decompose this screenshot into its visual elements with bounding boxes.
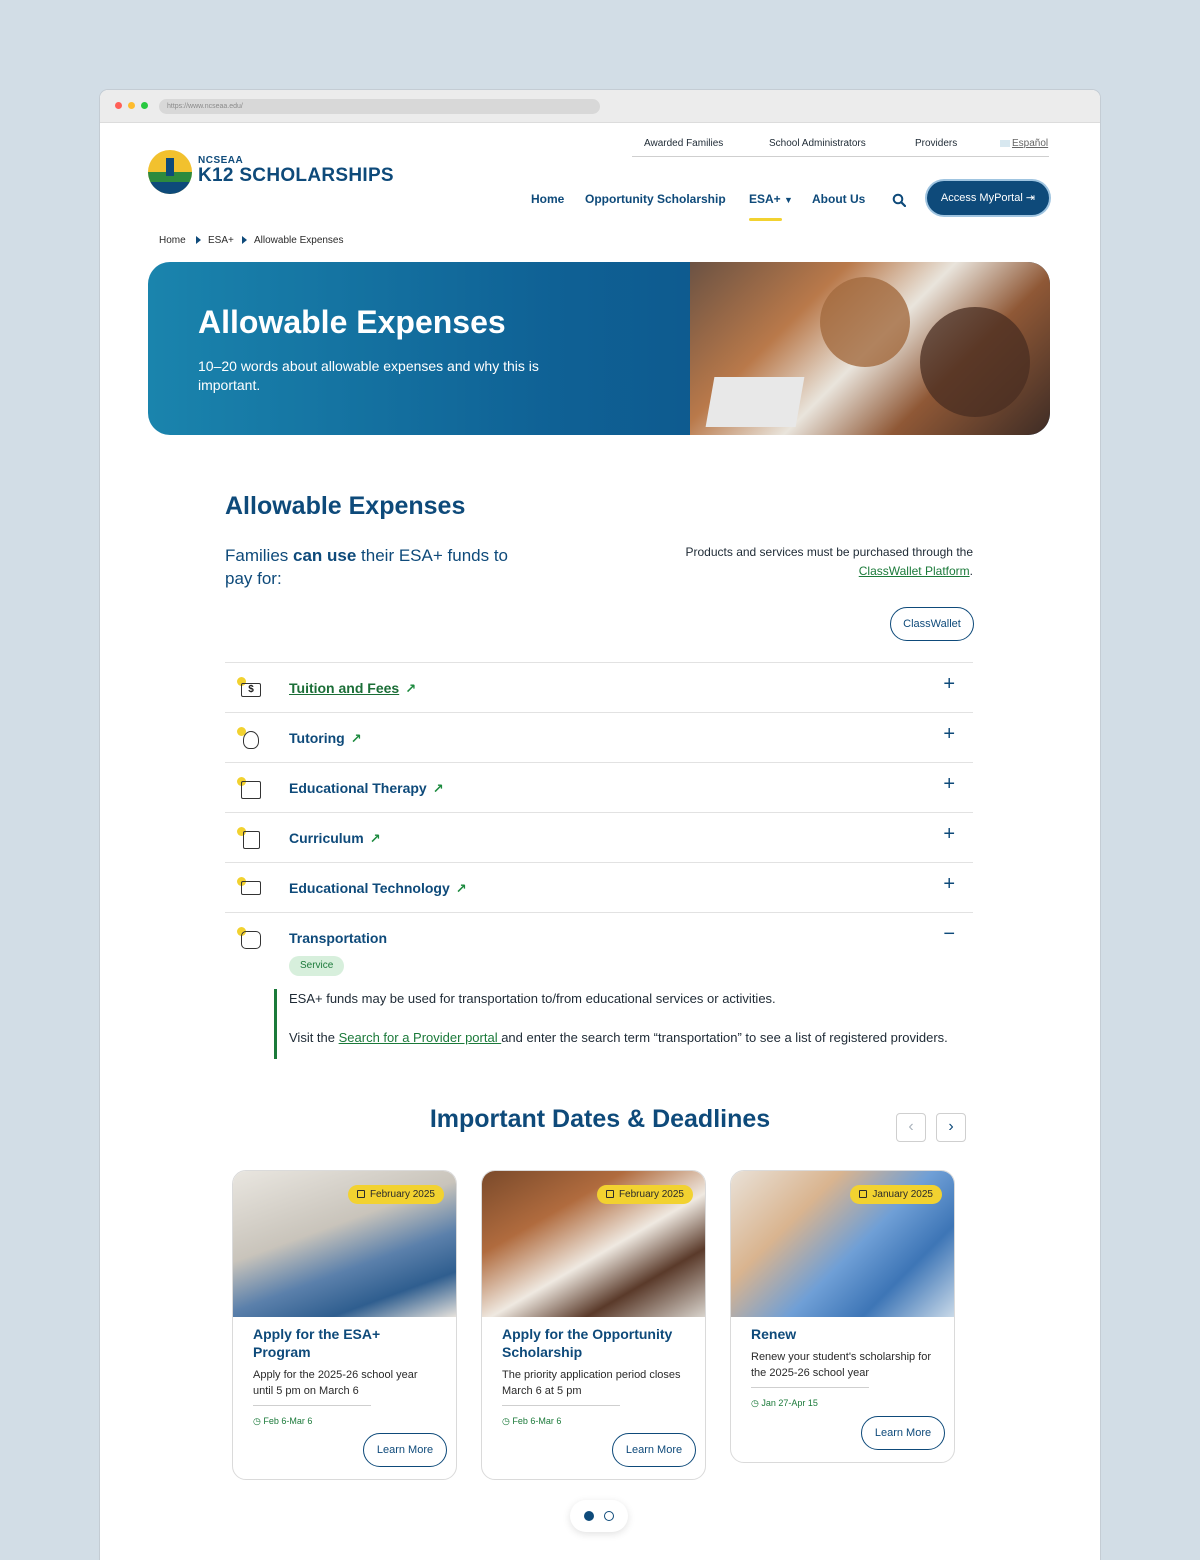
login-icon: ⇥	[1025, 192, 1036, 204]
laptop-icon	[237, 877, 263, 901]
transportation-text-2	[277, 1028, 974, 1047]
month-text: January 2025	[872, 1189, 933, 1200]
expand-icon[interactable]: +	[943, 673, 955, 695]
accordion-item-tuition[interactable]	[225, 662, 973, 712]
date-card	[730, 1170, 955, 1463]
utility-link-school-administrators[interactable]: School Administrators	[769, 138, 866, 149]
card-title: Apply for the Opportunity Scholarship	[502, 1326, 673, 1360]
external-link-icon: ↗	[369, 831, 381, 846]
accordion-label[interactable]	[289, 830, 381, 847]
hero-title: Allowable Expenses	[198, 304, 506, 340]
card-description: Renew your student's scholarship for the 2025-26 school year	[751, 1351, 932, 1379]
transportation-details	[274, 989, 974, 1059]
accordion-label[interactable]: Transportation	[289, 930, 388, 946]
utility-link-providers[interactable]: Providers	[915, 138, 958, 149]
browser-window	[100, 90, 1100, 1560]
month-text: February 2025	[618, 1189, 684, 1200]
accordion-label[interactable]	[289, 680, 416, 697]
hero-subtitle: 10–20 words about allowable expenses and why this is important.	[198, 358, 539, 393]
card-photo	[731, 1171, 954, 1317]
minimize-window-button[interactable]	[128, 102, 135, 109]
nav-esa[interactable]	[749, 192, 793, 206]
pagination-dot-active[interactable]	[584, 1511, 594, 1521]
date-range-text: Feb 6-Mar 6	[263, 1416, 313, 1426]
card-photo	[233, 1171, 456, 1317]
card-photo	[482, 1171, 705, 1317]
accordion-item-tutoring[interactable]	[225, 712, 973, 762]
accordion-item-educational-technology[interactable]	[225, 862, 973, 912]
para2-start: Visit the	[289, 1030, 339, 1045]
learn-more-button[interactable]: Learn More	[861, 1416, 945, 1450]
date-card	[232, 1170, 457, 1480]
breadcrumb-home[interactable]: Home	[159, 235, 186, 246]
learn-more-button[interactable]: Learn More	[363, 1433, 447, 1467]
carousel-next-button[interactable]: ›	[936, 1113, 966, 1142]
month-text: February 2025	[369, 1189, 435, 1200]
hero-banner	[148, 262, 1050, 435]
lead-text-1: Families	[225, 546, 294, 565]
external-link-icon: ↗	[455, 881, 467, 896]
expand-icon[interactable]: +	[943, 823, 955, 845]
calendar-icon	[357, 1190, 365, 1198]
breadcrumb-esa[interactable]: ESA+	[208, 235, 234, 246]
utility-link-awarded-families[interactable]: Awarded Families	[644, 138, 724, 149]
external-link-icon: ↗	[350, 731, 362, 746]
month-badge	[348, 1185, 444, 1204]
card-divider	[253, 1405, 371, 1406]
classwallet-platform-link[interactable]: ClassWallet Platform	[858, 564, 970, 578]
purchase-text: Products and services must be purchased through the	[685, 545, 973, 559]
pagination-dot[interactable]	[604, 1511, 614, 1521]
section-title: Allowable Expenses	[225, 492, 466, 520]
nav-home[interactable]: Home	[531, 192, 565, 206]
hero-photo-students	[690, 262, 1050, 435]
intro-lead	[225, 544, 535, 590]
lead-bold: can use	[293, 546, 357, 565]
accordion-label-text: Curriculum	[289, 830, 364, 846]
bus-icon	[237, 927, 263, 951]
accordion-item-curriculum[interactable]	[225, 812, 973, 862]
search-icon[interactable]	[892, 193, 906, 207]
service-badge: Service	[289, 956, 344, 976]
date-range-text: Feb 6-Mar 6	[512, 1416, 562, 1426]
accordion-label-text: Tuition and Fees	[289, 680, 400, 696]
card-title: Apply for the ESA+ Program	[253, 1326, 381, 1360]
nav-esa-label: ESA+	[749, 192, 781, 206]
expand-icon[interactable]: +	[943, 723, 955, 745]
card-divider	[751, 1387, 869, 1388]
search-provider-link[interactable]: Search for a Provider portal	[338, 1030, 502, 1045]
month-badge	[597, 1185, 693, 1204]
accordion-label-text: Tutoring	[289, 730, 345, 746]
carousel-pagination	[570, 1500, 628, 1532]
lead-text-2: their ESA+ funds to pay for:	[225, 546, 508, 588]
accordion-item-educational-therapy[interactable]	[225, 762, 973, 812]
card-description: The priority application period closes March 6 at 5 pm	[502, 1369, 681, 1397]
lighthouse-logo-icon	[148, 150, 192, 194]
classwallet-button[interactable]: ClassWallet	[890, 607, 974, 641]
purchase-end: .	[969, 564, 973, 578]
accordion-label-text: Educational Technology	[289, 880, 450, 896]
browser-chrome	[100, 90, 1100, 123]
month-badge	[850, 1185, 942, 1204]
access-myportal-button[interactable]	[927, 181, 1049, 215]
date-range-text: Jan 27-Apr 15	[761, 1398, 818, 1408]
address-bar[interactable]: https://www.ncseaa.edu/	[159, 99, 600, 114]
card-date-range	[253, 1416, 436, 1427]
abacus-icon	[237, 777, 263, 801]
purchase-note	[620, 543, 973, 581]
lightbulb-icon	[237, 727, 263, 751]
utility-link-espanol[interactable]: Español	[1012, 138, 1049, 149]
external-link-icon: ↗	[405, 681, 417, 696]
breadcrumb-arrow-icon	[242, 236, 247, 244]
active-nav-indicator	[749, 218, 782, 221]
card-description: Apply for the 2025-26 school year until 5 pm on March 6	[253, 1369, 418, 1397]
nav-about-us[interactable]: About Us	[812, 192, 866, 206]
close-window-button[interactable]	[115, 102, 122, 109]
clock-icon: ◷	[751, 1398, 759, 1408]
para2-end: and enter the search term “transportation” to see a list of registered providers.	[501, 1030, 948, 1045]
card-title: Renew	[751, 1326, 797, 1342]
accordion-label[interactable]	[289, 880, 467, 897]
book-icon	[237, 827, 263, 851]
carousel-prev-button[interactable]: ‹	[896, 1113, 926, 1142]
breadcrumb-arrow-icon	[196, 236, 201, 244]
nav-opportunity-scholarship[interactable]: Opportunity Scholarship	[585, 192, 726, 206]
utility-nav	[632, 133, 1049, 157]
logo-big-text: K12 SCHOLARSHIPS	[198, 165, 394, 186]
breadcrumb-current: Allowable Expenses	[254, 235, 344, 246]
card-date-range	[751, 1398, 934, 1409]
expand-icon[interactable]: +	[943, 773, 955, 795]
calendar-icon	[859, 1190, 867, 1198]
accordion-label[interactable]	[289, 730, 362, 747]
card-divider	[502, 1405, 620, 1406]
clock-icon: ◷	[253, 1416, 261, 1426]
transportation-text-1: ESA+ funds may be used for transportation to/from educational services or activities.	[289, 991, 776, 1006]
page	[100, 123, 1100, 1560]
chevron-down-icon: ▼	[784, 195, 793, 205]
accordion-label-text: Educational Therapy	[289, 780, 427, 796]
site-logo[interactable]	[148, 150, 394, 196]
language-flag-icon	[1000, 140, 1010, 147]
calendar-icon	[606, 1190, 614, 1198]
money-icon: $	[237, 677, 263, 701]
clock-icon: ◷	[502, 1416, 510, 1426]
date-card	[481, 1170, 706, 1480]
maximize-window-button[interactable]	[141, 102, 148, 109]
external-link-icon: ↗	[432, 781, 444, 796]
access-myportal-label: Access MyPortal	[940, 192, 1023, 204]
dates-section-title: Important Dates & Deadlines	[429, 1105, 771, 1133]
accordion-label[interactable]	[289, 780, 444, 797]
learn-more-button[interactable]: Learn More	[612, 1433, 696, 1467]
expand-icon[interactable]: +	[943, 873, 955, 895]
card-date-range	[502, 1416, 685, 1427]
logo-small-text: NCSEAA	[198, 155, 244, 166]
collapse-icon[interactable]: −	[943, 923, 955, 945]
